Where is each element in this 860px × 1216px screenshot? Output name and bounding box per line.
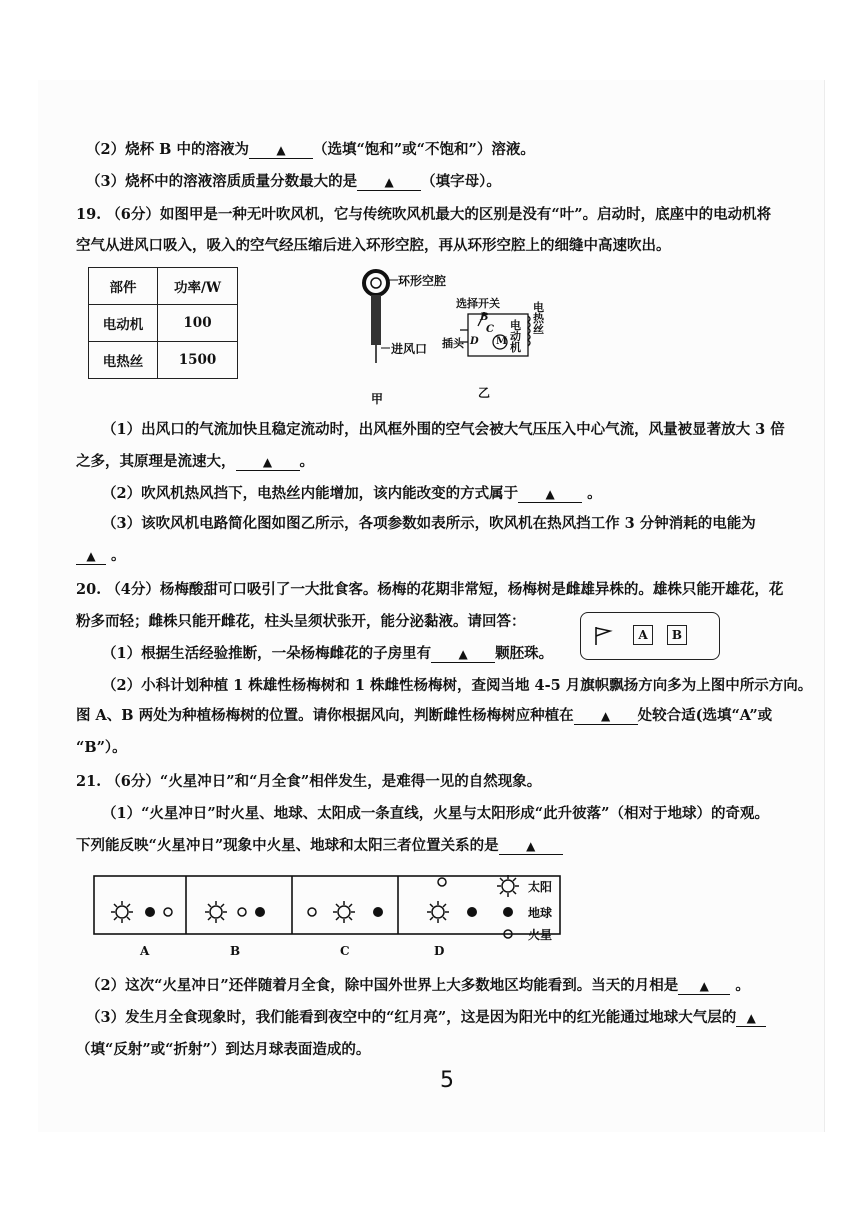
mars-icon [438,878,446,886]
cavity-label: 环形空腔 [398,274,447,288]
mars-icon [164,908,172,916]
sun-icon [111,901,133,923]
q20-part2-line1: （2）小科计划种植 1 株雄性杨梅树和 1 株雌性杨梅树，查阅当地 4-5 月旗帜飘扬方向多为上图中所示方向。 [102,677,813,694]
motor-label: 电动机 [510,319,521,354]
page-number: 5 [440,1068,454,1093]
answer-blank[interactable]: ▲ [678,978,730,995]
legend-earth-label: 地球 [528,906,553,920]
legend-mars-label: 火星 [528,928,553,942]
question-number: 20. [76,581,102,598]
answer-blank[interactable]: ▲ [518,486,582,503]
q19-intro-line2: 空气从进风口吸入，吸入的空气经压缩后进入环形空腔，再从环形空腔上的细缝中高速吹出。 [76,237,671,254]
option-b-diagram [205,901,265,923]
sun-icon [333,901,355,923]
q19-part1-line2: 之多，其原理是流速大， ▲ 。 [76,453,314,470]
q19-intro-line1: 19. （6分）如图甲是一种无叶吹风机，它与传统吹风机最大的区别是没有“叶”。启动时，底座中的电动机将 [76,206,772,223]
table-header-row: 部件 功率/W [89,268,238,305]
sun-icon [205,901,227,923]
option-d-diagram [427,878,477,923]
q20-intro-line1: 20. （4分）杨梅酸甜可口吸引了一大批食客。杨梅的花期非常短，杨梅树是雌雄异株的。雄株只能开雄花，花 [76,581,784,598]
power-table [88,267,238,379]
plug-label: 插头 [442,337,464,350]
q19-part3-line1: （3）该吹风机电路简化图如图乙所示，各项参数如表所示，吹风机在热风挡工作 3 分钟消耗的电能为 [102,515,756,532]
answer-blank[interactable]: ▲ [736,1010,766,1027]
position-b-box: B [667,625,687,645]
q21-part1-line2: 下列能反映“火星冲日”现象中火星、地球和太阳三者位置关系的是 ▲ [76,836,563,856]
legend-sun-icon [497,875,519,897]
mars-icon [238,908,246,916]
wind-direction-box [580,612,720,660]
q18-part3: （3）烧杯中的溶液溶质质量分数最大的是 ▲ （填字母）。 [86,173,501,190]
option-a-label: A [140,944,150,958]
legend-earth-icon [503,907,513,917]
option-c-label: C [340,944,350,958]
q21-part1-line1: （1）“火星冲日”时火星、地球、太阳成一条直线，火星与太阳形成“此升彼落”（相对于地球）的奇观。 [102,805,769,822]
q21-part3-line1: （3）发生月全食现象时，我们能看到夜空中的“红月亮”，这是因为阳光中的红光能通过地球大气层的 ▲ [86,1008,766,1028]
earth-icon [255,907,265,917]
heater-label: 电热丝 [533,301,544,336]
figure-jia-label: 甲 [371,392,384,406]
q21-intro: 21. （6分）“火星冲日”和“月全食”相伴发生，是难得一见的自然现象。 [76,773,542,790]
table-row: 电动机 100 [89,305,238,342]
q21-part3-line2: （填“反射”或“折射”）到达月球表面造成的。 [76,1041,371,1058]
earth-icon [145,907,155,917]
question-number: 21. [76,773,102,790]
answer-blank[interactable]: ▲ [431,646,495,663]
inlet-label: 进风口 [391,342,428,356]
option-c-diagram [308,901,383,923]
answer-blank[interactable]: ▲ [357,174,421,191]
q18-part2: （2）烧杯 B 中的溶液为 ▲ （选填“饱和”或“不饱和”）溶液。 [86,141,535,158]
q20-part1: （1）根据生活经验推断，一朵杨梅雌花的子房里有 ▲ 颗胚珠。 [102,645,554,662]
q20-part2-line3: “B”）。 [76,739,127,756]
sun-icon [427,901,449,923]
legend-sun-label: 太阳 [528,880,553,894]
q19-part1-line1: （1）出风口的气流加快且稳定流动时，出风框外围的空气会被大气压压入中心气流，风量被显著放大 3 倍 [102,421,785,438]
answer-blank[interactable]: ▲ [249,142,313,159]
q19-part3-line2: ▲ 。 [76,546,126,566]
sun-earth-mars-options [92,872,564,952]
option-d-label: D [434,944,445,958]
q19-part2: （2）吹风机热风挡下，电热丝内能增加，该内能改变的方式属于 ▲ 。 [102,485,602,502]
contact-b: B [480,312,489,323]
switch-label: 选择开关 [456,297,500,310]
q20-part2-line2: 图 A、B 两处为种植杨梅树的位置。请你根据风向，判断雌性杨梅树应种植在 ▲ 处较合适(选填“A”或 [76,707,773,724]
question-number: 19. [76,206,102,223]
q20-intro-line2: 粉多而轻；雌株只能开雌花，柱头呈须状张开，能分泌黏液。请回答： [76,613,526,630]
contact-c: C [486,324,494,335]
q21-part2: （2）这次“火星冲日”还伴随着月全食，除中国外世界上大多数地区均能看到。当天的月相是 ▲ 。 [86,977,750,994]
flag-icon [593,625,613,647]
option-b-label: B [230,944,241,958]
contact-d: D [470,336,479,347]
answer-blank[interactable]: ▲ [499,838,563,855]
mars-icon [308,908,316,916]
earth-icon [373,907,383,917]
table-row: 电热丝 1500 [89,342,238,379]
answer-blank[interactable]: ▲ [574,708,638,725]
answer-blank[interactable]: ▲ [236,454,300,471]
earth-icon [467,907,477,917]
position-a-box: A [633,625,653,645]
figure-yi-label: 乙 [478,386,491,400]
option-a-diagram [111,901,172,923]
answer-blank[interactable]: ▲ [76,548,106,565]
motor-symbol: M [496,336,508,347]
